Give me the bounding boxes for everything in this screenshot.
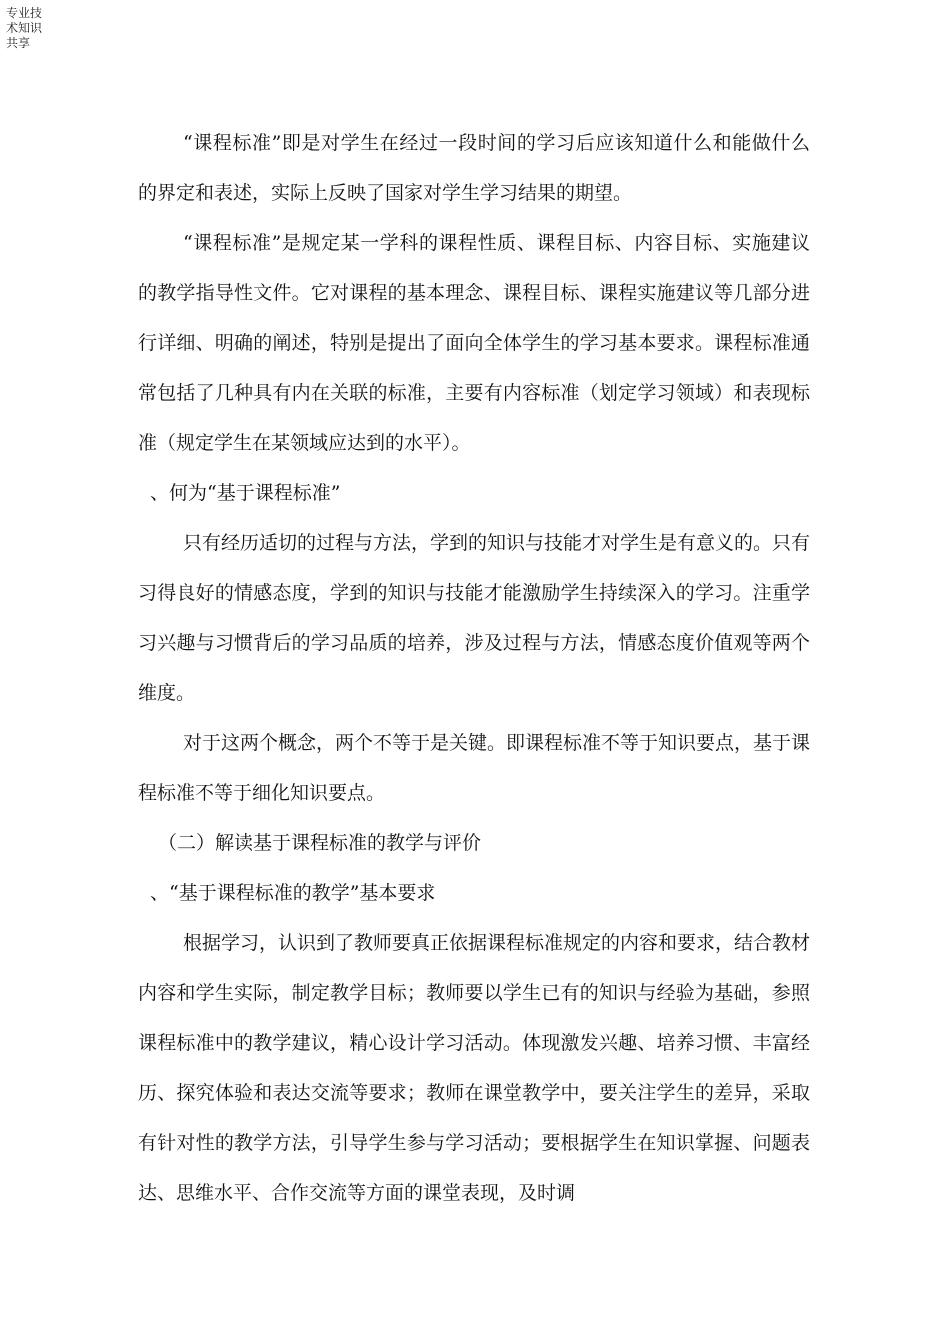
section-heading-based-on-standard: 、何为“基于课程标准”: [150, 482, 341, 504]
paragraph-process-and-method: 只有经历适切的过程与方法，学到的知识与技能才对学生是有意义的。只有习得良好的情感态度，学到的知识与技能才能激励学生持续深入的学习。注重学习兴趣与习惯背后的学习品质的培养，涉及过程与方法，情感态度价值观等两个维度。: [138, 532, 811, 704]
corner-label: 专业技术知识共享: [6, 6, 43, 50]
subsection-heading-teaching-requirements: 、“基于课程标准的教学”基本要求: [150, 882, 436, 904]
paragraph-course-standard-document: “课程标准”是规定某一学科的课程性质、课程目标、内容目标、实施建议的教学指导性文件。它对课程的基本理念、课程目标、课程实施建议等几部分进行详细、明确的阐述，特别是提出了面向全体学生的学习基本要求。课程标准通常包括了几种具有内在关联的标准，主要有内容标准（划定学习领域）和表现标准（规定学生在某领域应达到的水平）。: [138, 232, 810, 454]
document-body: [138, 118, 810, 1218]
paragraph-two-not-equal: 对于这两个概念，两个不等于是关键。即课程标准不等于知识要点，基于课程标准不等于细化知识要点。: [138, 732, 811, 804]
paragraph-teaching-requirements: 根据学习，认识到了教师要真正依据课程标准规定的内容和要求，结合教材内容和学生实际，制定教学目标；教师要以学生已有的知识与经验为基础，参照课程标准中的教学建议，精心设计学习活动。体现激发兴趣、培养习惯、丰富经历、探究体验和表达交流等要求；教师在课堂教学中，要关注学生的差异，采取有针对性的教学方法，引导学生参与学习活动；要根据学生在知识掌握、问题表达、思维水平、合作交流等方面的课堂表现，及时调: [138, 932, 811, 1204]
paragraph-course-standard-definition: “课程标准”即是对学生在经过一段时间的学习后应该知道什么和能做什么的界定和表述，实际上反映了国家对学生学习结果的期望。: [138, 132, 810, 204]
section-heading-teaching-evaluation: （二）解读基于课程标准的教学与评价: [158, 832, 482, 854]
